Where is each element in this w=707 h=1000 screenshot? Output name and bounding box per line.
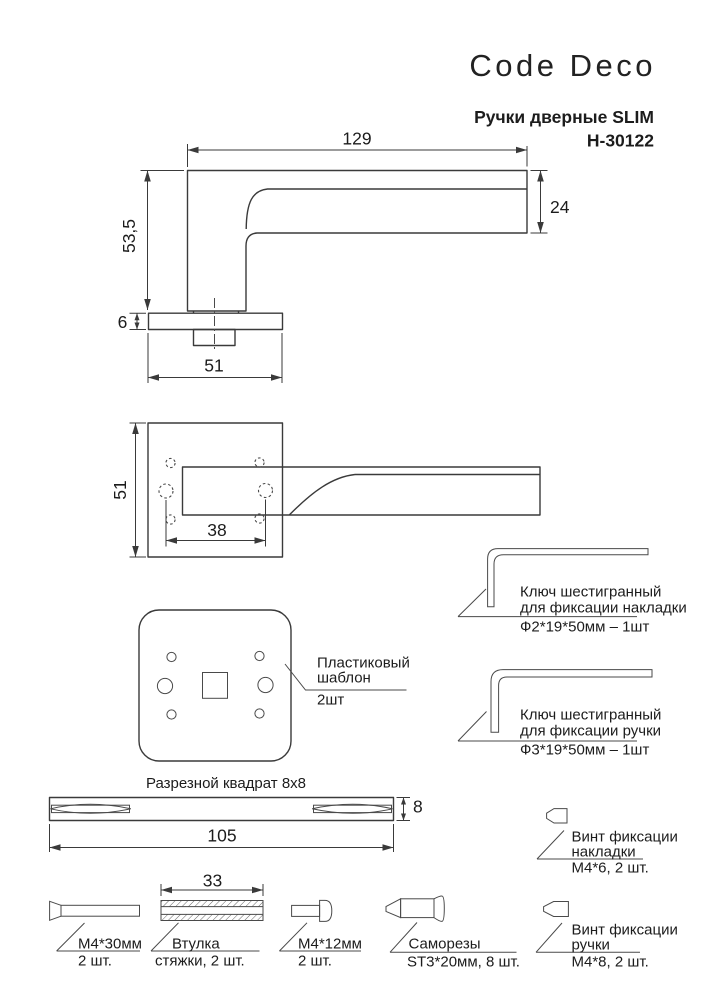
fixing-hole-left: [159, 484, 173, 498]
set-screw-handle-shape: [544, 902, 569, 917]
set-screw-plate: [537, 809, 678, 877]
hex-key-small-spec: Ф2*19*50мм – 1шт: [520, 618, 650, 636]
rosette-plate: [149, 313, 283, 329]
set-screw-plate-label-line1: Винт фиксации: [571, 828, 678, 846]
template-hole-large: [157, 678, 172, 693]
screw-hole: [255, 458, 264, 467]
dim-8-value: 8: [413, 796, 423, 817]
bolt-m4-30: [50, 901, 142, 969]
hex-key-large-label-line1: Ключ шестигранный: [520, 706, 662, 724]
set-screw-plate-shape: [547, 809, 567, 823]
product-line-title: Ручки дверные SLIM: [474, 107, 654, 127]
sleeve-label-line1: Втулка: [172, 935, 220, 953]
sleeve: [151, 871, 263, 970]
template-square-hole: [203, 673, 228, 699]
hex-key-plate: [458, 549, 687, 636]
template-hole: [167, 710, 176, 719]
dim-51s-value: 51: [204, 355, 224, 376]
dim-51t-value: 51: [110, 480, 130, 500]
side-view: [118, 129, 570, 384]
sleeve-hatch-bottom: [161, 914, 263, 920]
plastic-template: [139, 610, 410, 761]
lever-neck-curve: [290, 475, 356, 515]
dim-105-value: 105: [207, 825, 237, 846]
set-screw-plate-label-line2: накладки: [571, 843, 636, 861]
brand-logo: Code Deco: [469, 48, 656, 83]
template-hole: [255, 709, 264, 718]
template-qty: 2шт: [317, 691, 345, 709]
bolt-m4-30-body: [61, 905, 140, 916]
screw-hole: [166, 458, 175, 467]
hex-key-large-spec: Ф3*19*50мм – 1шт: [520, 741, 650, 759]
bolt-m4-12-label: М4*12мм: [298, 935, 362, 953]
screw-hole: [166, 515, 175, 524]
bolt-m4-12-head: [320, 900, 332, 921]
template-hole-large: [258, 677, 273, 692]
spindle-title: Разрезной квадрат 8x8: [146, 775, 306, 792]
handle-inner-edge: [246, 189, 527, 229]
bolt-m4-30-label: М4*30мм: [78, 935, 142, 953]
model-number: H-30122: [586, 130, 654, 151]
dim-129-value: 129: [342, 128, 372, 149]
self-tapping-head: [434, 896, 444, 921]
self-tapping-point: [386, 899, 401, 918]
set-screw-handle-label-line2: ручки: [571, 936, 610, 954]
template-hole: [167, 652, 176, 661]
bolt-m4-12-qty: 2 шт.: [298, 952, 332, 970]
dim-6-value: 6: [117, 312, 128, 332]
split-spindle: [50, 775, 423, 852]
fixing-hole-right: [259, 484, 273, 498]
top-view: [110, 423, 540, 557]
hex-key-handle: [458, 670, 661, 759]
sleeve-label-line2: стяжки, 2 шт.: [155, 952, 245, 970]
template-hole: [255, 651, 264, 660]
sleeve-inner-lines: [161, 907, 263, 915]
set-screw-plate-spec: М4*6, 2 шт.: [571, 859, 649, 877]
self-tapping-spec: ST3*20мм, 8 шт.: [407, 953, 520, 971]
hex-key-small-label-line2: для фиксации накладки: [520, 599, 687, 617]
bolt-m4-30-qty: 2 шт.: [78, 952, 112, 970]
bolt-m4-12-body: [292, 905, 320, 916]
template-body: [139, 610, 291, 761]
set-screw-handle-label-line1: Винт фиксации: [571, 921, 678, 939]
dim-24-value: 24: [550, 197, 570, 217]
self-tapping-label: Саморезы: [408, 935, 481, 953]
hex-key-large-label-line2: для фиксации ручки: [520, 722, 662, 740]
set-screw-handle: [536, 902, 678, 971]
dim-33-value: 33: [202, 870, 223, 891]
template-label-line2: шаблон: [317, 669, 371, 687]
self-tapping-screws: [386, 896, 520, 971]
dim-53-value: 53,5: [119, 218, 139, 254]
spindle-bar: [50, 798, 394, 821]
template-label-line1: Пластиковый: [317, 654, 410, 672]
handle-outline: [188, 171, 528, 312]
header: [469, 48, 656, 151]
hex-key-small-label-line1: Ключ шестигранный: [520, 583, 662, 601]
set-screw-handle-spec: М4*8, 2 шт.: [571, 953, 649, 971]
bolt-m4-30-head: [50, 901, 61, 920]
self-tapping-body: [401, 899, 434, 918]
dim-38-value: 38: [207, 520, 227, 540]
bolt-m4-12: [279, 900, 362, 969]
sleeve-hatch-top: [161, 901, 263, 907]
